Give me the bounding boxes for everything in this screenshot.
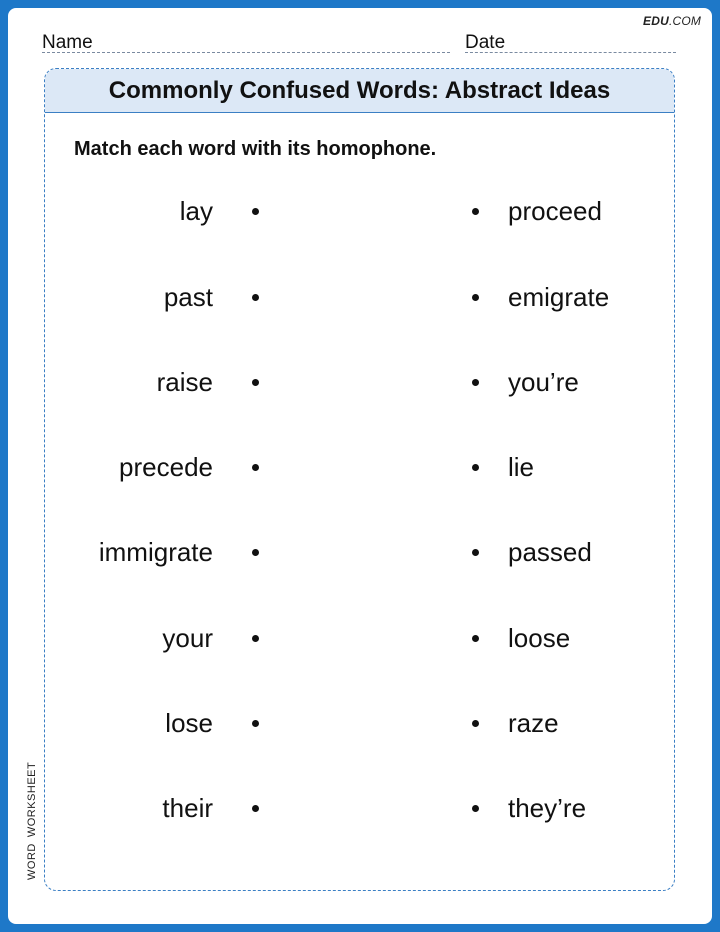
- left-dot[interactable]: [252, 805, 259, 812]
- right-dot[interactable]: [472, 635, 479, 642]
- left-word: their: [162, 793, 213, 823]
- brand-logo: EDU.COM: [643, 14, 702, 28]
- right-dot[interactable]: [472, 379, 479, 386]
- match-row: [0, 708, 720, 738]
- right-dot[interactable]: [472, 549, 479, 556]
- left-dot[interactable]: [252, 208, 259, 215]
- match-row: [0, 452, 720, 482]
- match-row: [0, 537, 720, 567]
- instructions: Match each word with its homophone.: [74, 138, 437, 160]
- side-label: WORDWORKSHEET: [26, 761, 38, 880]
- left-dot[interactable]: [252, 379, 259, 386]
- right-dot[interactable]: [472, 464, 479, 471]
- right-word: you’re: [508, 367, 579, 397]
- date-line[interactable]: [465, 52, 676, 53]
- right-word: raze: [508, 708, 559, 738]
- right-word: emigrate: [508, 282, 610, 312]
- left-dot[interactable]: [252, 464, 259, 471]
- date-label: Date: [465, 32, 506, 53]
- match-row: [0, 623, 720, 653]
- right-dot[interactable]: [472, 294, 479, 301]
- right-dot[interactable]: [472, 720, 479, 727]
- right-word: loose: [508, 623, 571, 653]
- right-dot[interactable]: [472, 805, 479, 812]
- match-row: [0, 367, 720, 397]
- left-dot[interactable]: [252, 720, 259, 727]
- left-word: past: [163, 282, 213, 312]
- left-word: lay: [179, 196, 213, 226]
- match-row: [0, 196, 720, 226]
- left-dot[interactable]: [252, 294, 259, 301]
- left-word: lose: [165, 708, 213, 738]
- right-word: passed: [508, 537, 592, 567]
- right-word: lie: [508, 452, 535, 482]
- right-word: proceed: [508, 196, 602, 226]
- left-word: immigrate: [98, 537, 213, 567]
- left-word: precede: [119, 452, 213, 482]
- left-dot[interactable]: [252, 635, 259, 642]
- left-dot[interactable]: [252, 549, 259, 556]
- right-dot[interactable]: [472, 208, 479, 215]
- match-row: [0, 282, 720, 312]
- left-word: raise: [156, 367, 213, 397]
- right-word: they’re: [508, 793, 587, 823]
- left-word: your: [162, 623, 213, 653]
- name-label: Name: [42, 32, 93, 53]
- page-title: Commonly Confused Words: Abstract Ideas: [45, 69, 674, 113]
- match-row: [0, 793, 720, 823]
- name-line[interactable]: [42, 52, 450, 53]
